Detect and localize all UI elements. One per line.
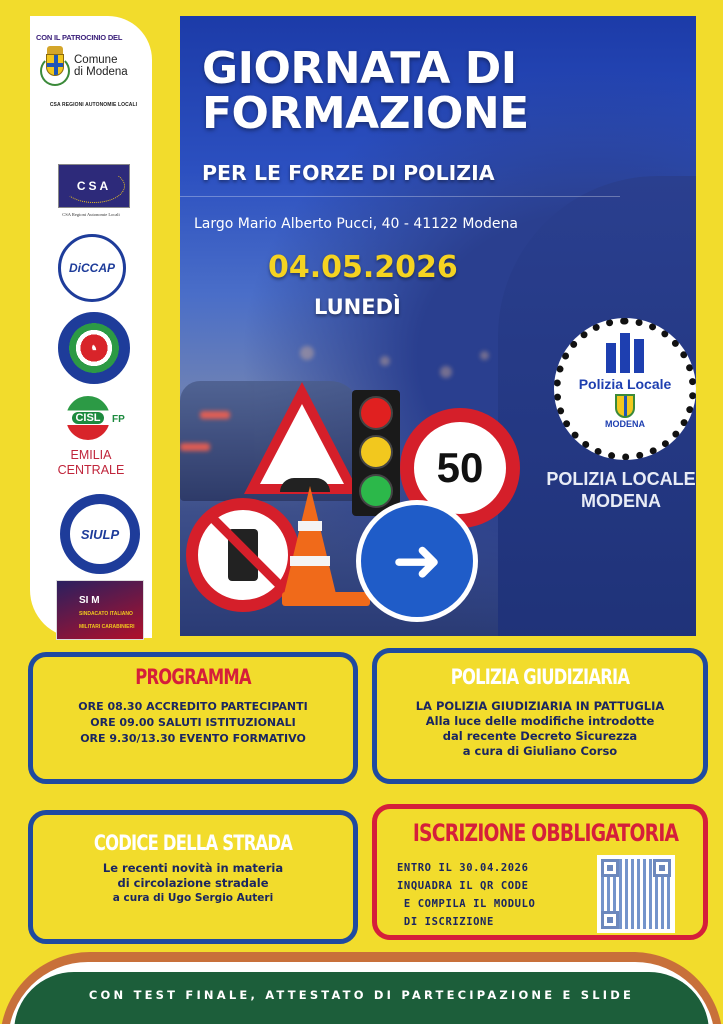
- laboratorio-formazione-logo: [58, 312, 130, 384]
- siulp-logo: [60, 494, 140, 574]
- event-date: 04.05.2026: [268, 250, 458, 285]
- programma-box: [28, 652, 358, 784]
- event-address: Largo Mario Alberto Pucci, 40 - 41122 Modena: [194, 216, 518, 232]
- patch-title: Polizia Locale: [578, 376, 672, 392]
- iscrizione-line: E COMPILA IL MODULO: [397, 898, 536, 910]
- cisl-badge-text: CISL: [72, 412, 103, 424]
- cisl-region-line2: CENTRALE: [57, 463, 125, 477]
- speed-limit-value: 50: [436, 444, 484, 491]
- csa-logo-text: CSA: [76, 179, 112, 193]
- cds-line: di circolazione stradale: [117, 876, 269, 890]
- hero-poster: [180, 16, 696, 636]
- polizia-giudiziaria-box: [372, 648, 708, 784]
- pg-line: LA POLIZIA GIUDIZIARIA IN PATTUGLIA: [415, 699, 665, 713]
- iscrizione-line: INQUADRA IL QR CODE: [397, 880, 529, 892]
- arrow-right-sign-icon: ➜: [356, 500, 478, 622]
- sleeve-text: POLIZIA LOCALE MODENA: [546, 469, 696, 511]
- traffic-cone-icon: [284, 486, 336, 594]
- cisl-region-line1: EMILIA: [70, 448, 112, 462]
- qr-code-icon[interactable]: [597, 855, 675, 933]
- title-line1: GIORNATA DI: [202, 43, 517, 94]
- polizia-locale-patch: [554, 318, 696, 460]
- codice-strada-title: CODICE DELLA STRADA: [93, 831, 293, 855]
- page-title: [202, 43, 529, 139]
- divider: [180, 196, 620, 197]
- csa-logo: [58, 164, 130, 208]
- codice-strada-box: [28, 810, 358, 944]
- programma-item: ORE 9.30/13.30 EVENTO FORMATIVO: [80, 732, 306, 745]
- cds-line: Le recenti novità in materia: [102, 861, 284, 875]
- eu-stars-icon: [63, 169, 125, 203]
- csa-small-caption: CSA Regioni Autonomie Locali: [62, 212, 120, 217]
- comune-line1: Comune: [74, 54, 118, 66]
- programma-item: ORE 08.30 ACCREDITO PARTECIPANTI: [78, 700, 308, 713]
- pg-line: Alla luce delle modifiche introdotte: [425, 714, 655, 728]
- patch-city: MODENA: [605, 419, 645, 429]
- csa-caption: CSA REGIONI AUTONOMIE LOCALI: [49, 102, 138, 108]
- patronage-label: CON IL PATROCINIO DEL: [36, 33, 123, 42]
- pg-line: dal recente Decreto Sicurezza: [442, 729, 638, 743]
- programma-list: [33, 699, 353, 747]
- event-weekday: LUNEDÌ: [314, 295, 401, 319]
- pegasus-icon: ♞: [90, 345, 98, 352]
- iscrizione-title: ISCRIZIONE OBBLIGATORIA: [412, 819, 679, 847]
- modena-crest-icon: [40, 46, 70, 86]
- pg-line: a cura di Giuliano Corso: [462, 744, 618, 758]
- cds-line: a cura di Ugo Sergio Auteri: [112, 892, 274, 904]
- sim-carabinieri-logo: [56, 580, 144, 640]
- footer-text: CON TEST FINALE, ATTESTATO DI PARTECIPAZIONE E SLIDE: [88, 988, 635, 1002]
- title-line2: FORMAZIONE: [202, 88, 529, 139]
- cisl-logo: [66, 396, 110, 440]
- siulp-logo-text: SIULP: [80, 526, 120, 542]
- cisl-fp-text: FP: [112, 414, 125, 425]
- programma-title: PROGRAMMA: [135, 665, 251, 689]
- sim-letters: SI M: [79, 595, 100, 606]
- programma-item: ORE 09.00 SALUTI ISTITUZIONALI: [90, 716, 296, 729]
- comune-line2: di Modena: [74, 66, 128, 78]
- cisl-region: [30, 448, 152, 478]
- iscrizione-box: [372, 804, 708, 940]
- iscrizione-line: DI ISCRIZIONE: [397, 916, 494, 928]
- modena-crest-icon: [615, 394, 635, 418]
- diccap-logo-text: DiCCAP: [68, 261, 115, 275]
- iscrizione-line: ENTRO IL 30.04.2026: [397, 862, 529, 874]
- sponsor-sidebar: [30, 16, 152, 638]
- comune-di-modena-logo: [40, 46, 128, 86]
- diccap-logo: [58, 234, 126, 302]
- patch-bars-icon: [606, 333, 644, 373]
- traffic-light-icon: [352, 390, 400, 516]
- sim-text: SINDACATO ITALIANO MILITARI CARABINIERI: [79, 611, 135, 630]
- subtitle: PER LE FORZE DI POLIZIA: [202, 161, 495, 185]
- polizia-giudiziaria-title: POLIZIA GIUDIZIARIA: [450, 665, 630, 689]
